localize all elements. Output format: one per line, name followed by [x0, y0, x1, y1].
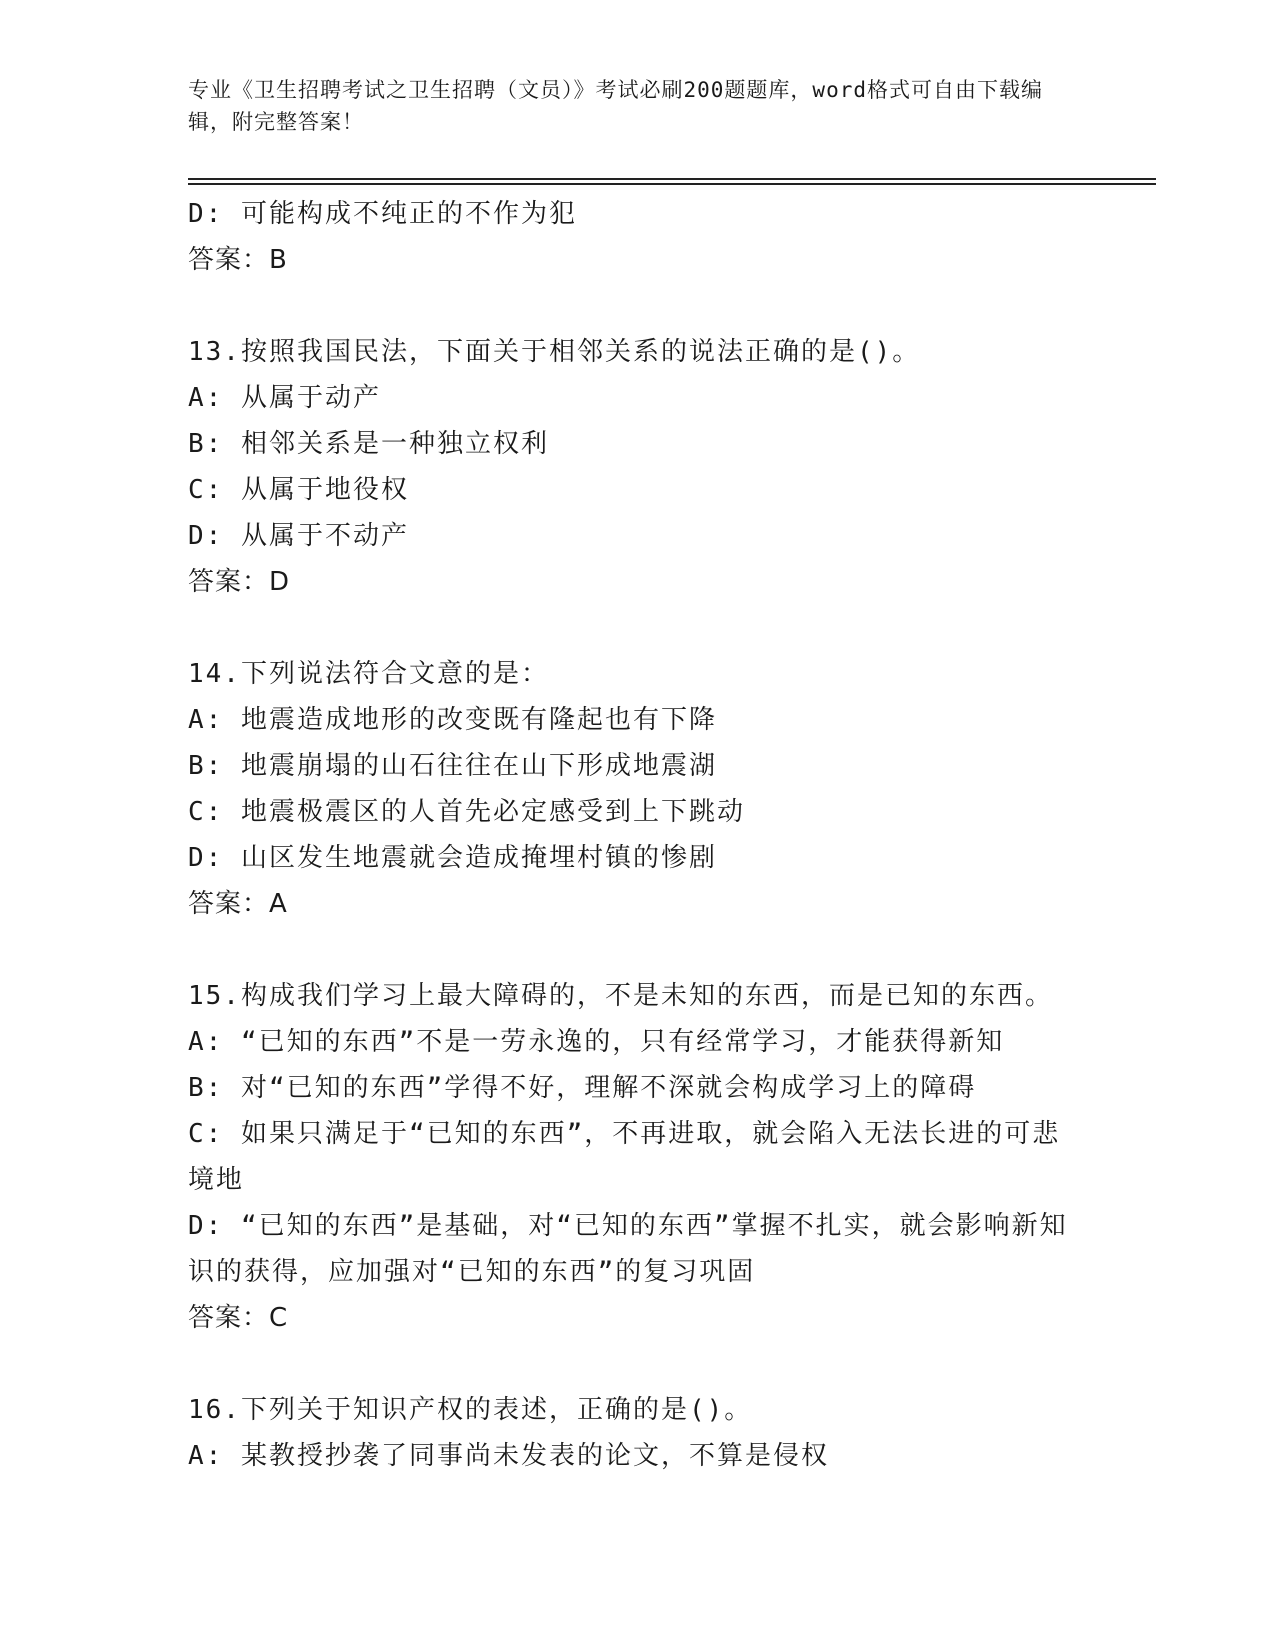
- option-d: D: 可能构成不纯正的不作为犯: [188, 199, 577, 229]
- question-stem: 16.下列关于知识产权的表述，正确的是()。: [188, 1395, 753, 1425]
- spacer: [188, 1341, 1088, 1387]
- answer: 答案：A: [188, 889, 288, 919]
- option-c: C: 如果只满足于“已知的东西”，不再进取，就会陷入无法长进的可悲境地: [188, 1119, 1061, 1195]
- answer: 答案：D: [188, 567, 291, 597]
- option-d: D: 从属于不动产: [188, 521, 409, 551]
- question-13: [188, 329, 1088, 605]
- option-a: A: 某教授抄袭了同事尚未发表的论文，不算是侵权: [188, 1441, 829, 1471]
- option-a: A: “已知的东西”不是一劳永逸的，只有经常学习，才能获得新知: [188, 1027, 1005, 1057]
- document-body: [188, 191, 1088, 1479]
- question-14: [188, 651, 1088, 927]
- question-stem: 15.构成我们学习上最大障碍的，不是未知的东西，而是已知的东西。: [188, 981, 1053, 1011]
- option-b: B: 对“已知的东西”学得不好，理解不深就会构成学习上的障碍: [188, 1073, 977, 1103]
- header-rule-bottom: [188, 183, 1156, 185]
- answer: 答案：C: [188, 1303, 289, 1333]
- question-stem: 14.下列说法符合文意的是：: [188, 659, 549, 689]
- answer: 答案：B: [188, 245, 288, 275]
- option-a: A: 从属于动产: [188, 383, 381, 413]
- question-16: [188, 1387, 1088, 1479]
- option-d: D: “已知的东西”是基础，对“已知的东西”掌握不扎实，就会影响新知识的获得，应加强对“已知的东西”的复习巩固: [188, 1211, 1068, 1287]
- option-a: A: 地震造成地形的改变既有隆起也有下降: [188, 705, 717, 735]
- spacer: [188, 927, 1088, 973]
- option-b: B: 相邻关系是一种独立权利: [188, 429, 549, 459]
- spacer: [188, 605, 1088, 651]
- option-d: D: 山区发生地震就会造成掩埋村镇的惨剧: [188, 843, 717, 873]
- question-15: [188, 973, 1088, 1341]
- document-header: 专业《卫生招聘考试之卫生招聘（文员）》考试必刷200题题库，word格式可自由下载编辑，附完整答案！: [188, 78, 1043, 134]
- option-c: C: 地震极震区的人首先必定感受到上下跳动: [188, 797, 745, 827]
- option-c: C: 从属于地役权: [188, 475, 409, 505]
- question-stem: 13.按照我国民法，下面关于相邻关系的说法正确的是()。: [188, 337, 921, 367]
- spacer: [188, 283, 1088, 329]
- option-b: B: 地震崩塌的山石往往在山下形成地震湖: [188, 751, 717, 781]
- header-rule-top: [188, 178, 1156, 180]
